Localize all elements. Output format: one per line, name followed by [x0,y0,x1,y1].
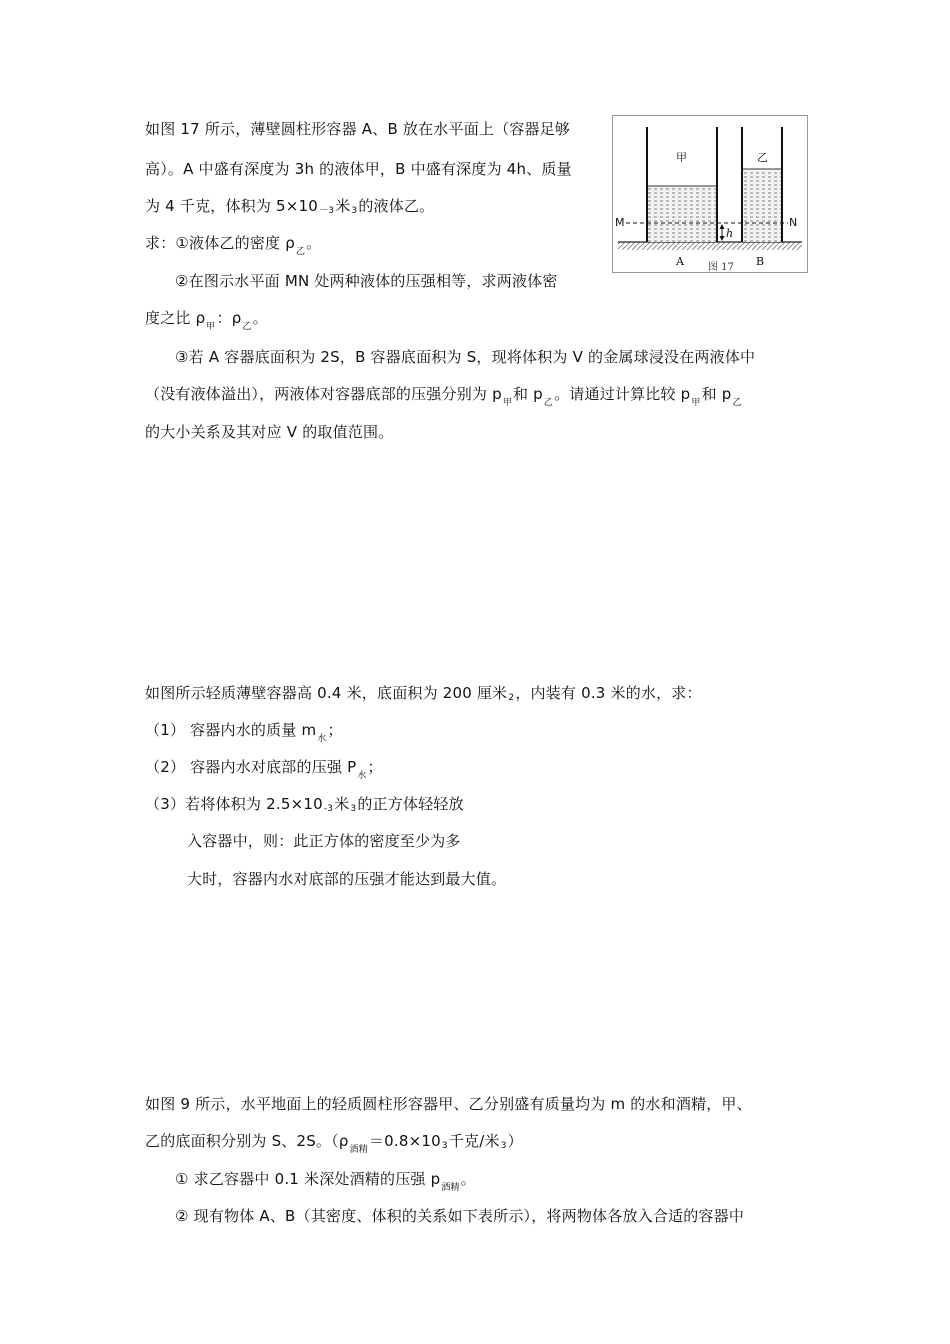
p2-line-6: 大时，容器内水对底部的压强才能达到最大值。 [187,870,507,888]
p1-line-9: 的大小关系及其对应 V 的取值范围。 [145,423,394,441]
p1-line-3-end: 的液体乙。 [358,197,435,215]
p2-line-4-exponent: -3 [323,804,334,814]
p1-line-2: 高）。A 中盛有深度为 3h 的液体甲，B 中盛有深度为 4h、质量 [145,160,572,178]
p3-line-2-unit: 千克/米 [448,1132,500,1150]
label-jia: 甲 [676,151,687,164]
label-a: A [676,255,684,268]
p3-line-2-unit-exponent: 3 [500,1141,507,1151]
p2-line-1-end: ，内装有 0.3 米的水，求： [515,684,702,702]
p3-line-2 [145,1131,523,1154]
p1-line-6-subscript-2: 乙 [242,322,252,332]
p2-line-2 [145,720,343,743]
p2-line-3-subscript: 水 [357,771,367,781]
p2-line-3-end: ； [367,758,383,776]
label-m: M [615,216,625,229]
p1-line-8-subscript-2: 乙 [543,398,554,408]
liquid-jia [647,186,717,242]
p2-line-2-text: （1） 容器内水的质量 m [145,721,317,739]
label-n: N [789,216,798,229]
p2-line-1-unit-exponent: 2 [508,693,515,703]
p1-line-6-text: 度之比 ρ [145,309,206,327]
p2-line-5: 入容器中，则：此正方体的密度至少为多 [187,832,461,850]
label-yi: 乙 [757,151,768,164]
p2-line-4-unit: 米 [334,795,350,813]
p1-line-3-text: 为 4 千克，体积为 5×10 [145,197,319,215]
p1-line-4 [145,233,321,256]
ground-hatch [618,242,802,250]
p1-line-5: ②在图示水平面 MN 处两种液体的压强相等，求两液体密 [175,272,558,290]
p3-line-3 [175,1169,476,1192]
p1-line-6-ratio: ：ρ [216,309,242,327]
p3-line-2-subscript: 酒精 [349,1145,368,1155]
p1-line-8-subscript-3: 甲 [691,398,701,408]
p1-line-3 [145,196,434,219]
p1-line-8-subscript-1: 甲 [502,398,512,408]
p2-line-3 [145,757,383,780]
p2-line-2-subscript: 水 [317,734,327,744]
p3-line-4: ② 现有物体 A、B（其密度、体积的关系如下表所示），将两物体各放入合适的容器中 [175,1207,745,1225]
p1-line-1: 如图 17 所示，薄壁圆柱形容器 A、B 放在水平面上（容器足够 [145,120,571,138]
p3-line-3-end: 。 [460,1170,476,1188]
p1-line-6 [145,308,268,331]
p1-line-6-subscript-1: 甲 [206,322,216,332]
p1-line-8 [145,384,743,407]
p1-line-8-subscript-4: 乙 [732,398,742,408]
p2-line-4-end: 的正方体轻轻放 [357,795,464,813]
figure-17 [612,115,808,273]
label-b: B [756,255,765,268]
p1-line-8-text: （没有液体溢出），两液体对容器底部的压强分别为 p [145,385,502,403]
p3-line-2-end: ） [507,1132,523,1150]
p3-line-2-exponent: 3 [441,1141,448,1151]
p1-line-3-unit-exponent: 3 [351,206,358,216]
p3-line-1: 如图 9 所示，水平地面上的轻质圆柱形容器甲、乙分别盛有质量均为 m 的水和酒精，甲、 [145,1095,752,1113]
p1-line-3-exponent: －3 [319,206,335,216]
p2-line-1-text: 如图所示轻质薄壁容器高 0.4 米，底面积为 200 厘米 [145,684,508,702]
p3-line-3-text: ① 求乙容器中 0.1 米深处酒精的压强 p [175,1170,441,1188]
p2-line-4-unit-exponent: 3 [350,804,357,814]
p1-line-8-and-2: 和 p [701,385,732,403]
p1-line-8-compare: 。请通过计算比较 p [554,385,691,403]
p1-line-8-and: 和 p [513,385,543,403]
p1-line-4-subscript: 乙 [295,247,306,257]
p2-line-4-text: （3）若将体积为 2.5×10 [145,795,323,813]
p3-line-2-text: 乙的底面积分别为 S、2S。（ρ [145,1132,349,1150]
p3-line-3-subscript: 酒精 [441,1183,460,1193]
p1-line-4-end: 。 [306,234,322,252]
figure-caption: 图 17 [708,262,734,273]
p1-line-3-unit-text: 米 [335,197,351,215]
p2-line-2-end: ； [327,721,343,739]
p2-line-1 [145,683,702,706]
p1-line-6-end: 。 [252,309,268,327]
p1-line-4-text: 求：①液体乙的密度 ρ [145,234,295,252]
label-h: h [726,227,734,240]
p2-line-4 [145,794,464,817]
p3-line-2-value: ＝0.8×10 [368,1132,441,1150]
p2-line-3-text: （2） 容器内水对底部的压强 P [145,758,357,776]
liquid-yi [742,169,782,242]
p1-line-7: ③若 A 容器底面积为 2S，B 容器底面积为 S，现将体积为 V 的金属球浸没在两液体中 [175,348,756,366]
